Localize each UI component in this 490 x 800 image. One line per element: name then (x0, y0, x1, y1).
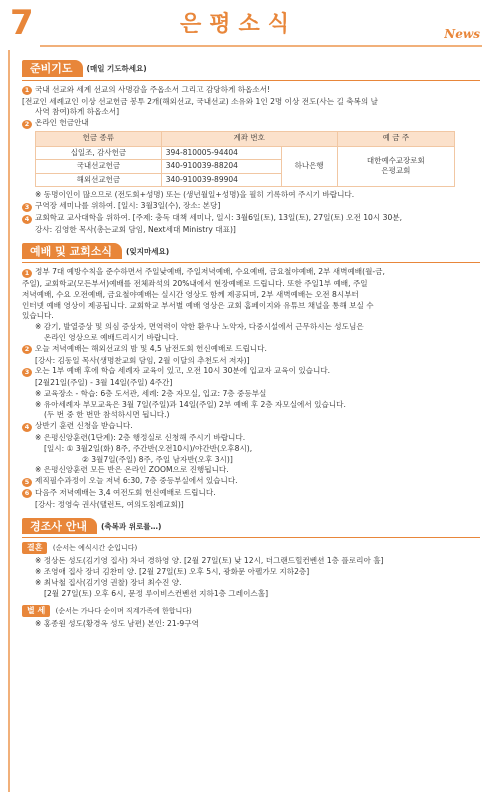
table-row: 해외선교헌금 340-910039-89904 (36, 173, 455, 187)
section-divider (22, 80, 480, 81)
funeral-badge: 별 세 (22, 605, 50, 616)
account-holder: 대한예수교장로회 은평교회 (337, 146, 454, 187)
list-item: ※ 조영애 집사 장녀 김찬미 양. [2월 27일(토) 오후 5시, 광화문 아펠가모 지하2층] (35, 566, 310, 576)
number-6-bullet: 6 (22, 489, 32, 498)
list-item: ※ 정상돈 성도(김기영 집사) 차녀 경하영 양. [2월 27일(토) 낮 12시, 더그랜드힐컨벤션 1층 플로리아 홀] (35, 556, 384, 566)
table-row: 십일조, 감사헌금 394-810005-94404 하나은행 대한예수교장로회 은평교회 (36, 146, 455, 160)
worship-item-1: 1 정부 7대 예방수칙을 준수하면서 주일낮예배, 주일저녁예배, 수요예배, 금요철야예배, 2부 새벽예배(월-금, (22, 267, 480, 278)
prayer-section-note: (매일 기도하세요) (86, 64, 147, 74)
events-section-header (22, 518, 480, 535)
prayer-section-header (22, 60, 480, 77)
table-header-account: 계좌 번호 (161, 131, 337, 146)
prayer-item-4: 4 교회학교 교사대학을 위하여. [주제: 충독 대책 세미나, 일시: 3월6일(토), 13일(토), 27일(토) 오전 10시 30분, (22, 213, 480, 224)
list-item: ※ 홍종원 성도(황경옥 성도 남편) 본인: 21-9구역 (35, 619, 199, 629)
list-item: [2월 27일(토) 오후 6시, 문정 루이비스컨벤션 지하1층 그레이스홀] (44, 588, 269, 598)
number-4-bullet: 4 (22, 423, 32, 432)
number-1-bullet: 1 (22, 86, 32, 95)
number-3-bullet: 3 (22, 368, 32, 377)
table-header-holder: 예 금 주 (337, 131, 454, 146)
worship-section-note: (잊지마세요) (126, 246, 170, 256)
page-number: 7 (10, 3, 34, 43)
worship-item-5: 5 제직필수과정이 오늘 저녁 6:30, 7층 중등부실에서 있습니다. (22, 476, 480, 487)
worship-section-header (22, 243, 480, 260)
funeral-note: (순서는 가나다 순이며 직계가족에 한합니다) (55, 607, 192, 616)
section-divider (22, 262, 480, 263)
worship-item-4: 4 상반기 훈련 신청을 받습니다. (22, 421, 480, 432)
news-label: News (444, 27, 480, 41)
section-divider (22, 537, 480, 538)
number-4-bullet: 4 (22, 215, 32, 224)
events-section-note: (축복과 위로를…) (100, 521, 162, 531)
page-content: 준비기도 (매일 기도하세요) 1 국내 선교와 세계 선교의 사명감을 주옵소서 그리고 감당하게 하옵소서! [전교인 세례교인 이상 선교헌금 봉투 2개(해외선교, 국내선교) 소유와 1인 2명 이상 전도(사는 길 축복의 날 사역 참여)하게 하옵소서] 2 온라인 헌금안내 헌금 종류 계좌 번호 예 금 주 십일조, 감사헌금 394-810005-94404 하나은행 대한예수교장로회 은평교회 국내선교헌금 340-910039-88204 해외선교헌금 340-910039-89904 ※ 동명이인이 많으므로 (전도회+성명) 또는 (생년월일+성명)을 필히 기록하여 주시기 바랍니다. 3 구역장 세미나를 위하여. [일시: 3월3일(수), 장소: 본당] 4 교회학교 교사대학을 위하여. [주제: 충독 대책 세미나, 일시: 3월6일(토), 13일(토), 27일(토) 오전 10시 30분, 강사: 김영한 목사(총는교회 담임, Next세대 Ministry 대표)] 예배 및 교회소식 (잊지마세요) 1 정부 7대 예방수칙을 준수하면서 주일낮예배, 주일저녁예배, 수요예배, 금요철야예배, 2부 새벽예배(월-금, 주일), 교회학교(모든부서)예배를 전체좌석의 20%내에서 현장예배로 드립니다. 또한 주일1부 예배, 주일 저녁예배, 수요 오전예배, 금요철야예배는 실시간 영상도 함께 제공되며, 2부 새벽예배는 오전 8시부터 인터넷 예배 영상이 제공됩니다. 교회학교 부서별 예배 영상은 교회 홈페이지와 유튜브 채널을 통해 보실 수 있습니다. ※ 감기, 발열증상 및 의심 증상자, 면역력이 약한 환우나 노약자, 다중시설에서 근무하시는 성도님은 온라인 영상으로 예배드리시기 바랍니다. 2 오늘 저녁예배는 해외선교의 밤 및 4,5 남전도회 헌신예배로 드립니다. [강사: 김동일 목사(생명찬교회 담임, 2월 이달의 추천도서 저자)] 3 오는 1부 예배 후에 학습 세례자 교육이 있고, 오전 10시 30분에 입교자 교육이 있습니다. [2월21일(주일) - 3월 14일(주일) 4주간] ※ 교육장소 - 학습: 6층 도서관, 세례: 2층 자모실, 입교: 7층 중등부실 ※ 유아세례자 부모교육은 3월 7일(주일)과 14일(주일) 2부 예배 후 2층 자모실에서 있습니다. (두 번 중 한 번만 참석하시면 됩니다.) 4 상반기 훈련 신청을 받습니다. ※ 은평신앙훈련(1단계): 2층 행정실로 신청해 주시기 바랍니다. [일시: ① 3월2일(화) 8주, 주간반(오전10시)/야간반(오후8시), ② 3월7일(주일) 8주, 주일 남자반(오후 3시)] ※ 은평신앙훈련 모든 반은 온라인 ZOOM으로 진행됩니다. 5 제직필수과정이 오늘 저녁 6:30, 7층 중등부실에서 있습니다. 6 다음주 저녁예배는 3,4 여전도회 헌신예배로 드립니다. [강사: 정영숙 권사(탤런트, 여의도침례교회)] 경조사 안내 (축복과 위로를…) 결혼 (순서는 예식시간 순입니다) ※ 정상돈 성도(김기영 집사) 차녀 경하영 양. [2월 27일(토) 낮 12시, 더그랜드힐컨벤션 1층 플로리아 홀] ※ 조영애 집사 장녀 김찬미 양. [2월 27일(토) 오후 5시, 광화문 아펠가모 지하2층] ※ 최낙철 집사(김기영 권찰) 장녀 최수진 양. [2월 27일(토) 오후 6시, 문정 루이비스컨벤션 지하1층 그레이스홀] 별 세 (순서는 가나다 순이며 직계가족에 한합니다) ※ 홍종원 성도(황경옥 성도 남편) 본인: 21-9구역 (22, 60, 480, 630)
page-title: 은평소식 (180, 12, 298, 37)
wedding-badge: 결혼 (22, 542, 47, 553)
header-divider (40, 45, 482, 47)
bank-name: 하나은행 (281, 146, 337, 187)
prayer-item-1-detail: [전교인 세례교인 이상 선교헌금 봉투 2개(해외선교, 국내선교) 소유와 1인 2명 이상 전도(사는 길 축복의 날 (22, 96, 378, 106)
prayer-item-1-detail-cont: 사역 참여)하게 하옵소서] (35, 107, 120, 117)
left-margin-rule (8, 50, 10, 792)
table-row: 국내선교헌금 340-910039-88204 (36, 160, 455, 174)
wedding-note: (순서는 예식시간 순입니다) (52, 544, 138, 553)
number-2-bullet: 2 (22, 345, 32, 354)
wedding-header (22, 542, 480, 554)
offering-account-table (35, 131, 455, 188)
worship-item-6: 6 다음주 저녁예배는 3,4 여전도회 헌신예배로 드립니다. (22, 488, 480, 499)
prayer-section-badge: 준비기도 (22, 60, 83, 77)
list-item: ※ 최낙철 집사(김기영 권찰) 장녀 최수진 양. (35, 577, 182, 587)
number-2-bullet: 2 (22, 120, 32, 129)
number-5-bullet: 5 (22, 478, 32, 487)
prayer-item-3: 3 구역장 세미나를 위하여. [일시: 3월3일(수), 장소: 본당] (22, 201, 480, 212)
prayer-item-2: 2 온라인 헌금안내 (22, 118, 480, 129)
worship-section-badge: 예배 및 교회소식 (22, 243, 122, 260)
table-header-kind: 헌금 종류 (36, 131, 162, 146)
worship-item-2: 2 오늘 저녁예배는 해외선교의 밤 및 4,5 남전도회 헌신예배로 드립니다. (22, 344, 480, 355)
number-3-bullet: 3 (22, 203, 32, 212)
worship-item-3: 3 오는 1부 예배 후에 학습 세례자 교육이 있고, 오전 10시 30분에 입교자 교육이 있습니다. (22, 366, 480, 377)
offering-note: ※ 동명이인이 많으므로 (전도회+성명) 또는 (생년월일+성명)을 필히 기록하여 주시기 바랍니다. (35, 190, 355, 200)
funeral-header (22, 605, 480, 617)
number-1-bullet: 1 (22, 269, 32, 278)
events-section-badge: 경조사 안내 (22, 518, 97, 535)
prayer-item-1: 1 국내 선교와 세계 선교의 사명감을 주옵소서 그리고 감당하게 하옵소서! (22, 85, 480, 96)
